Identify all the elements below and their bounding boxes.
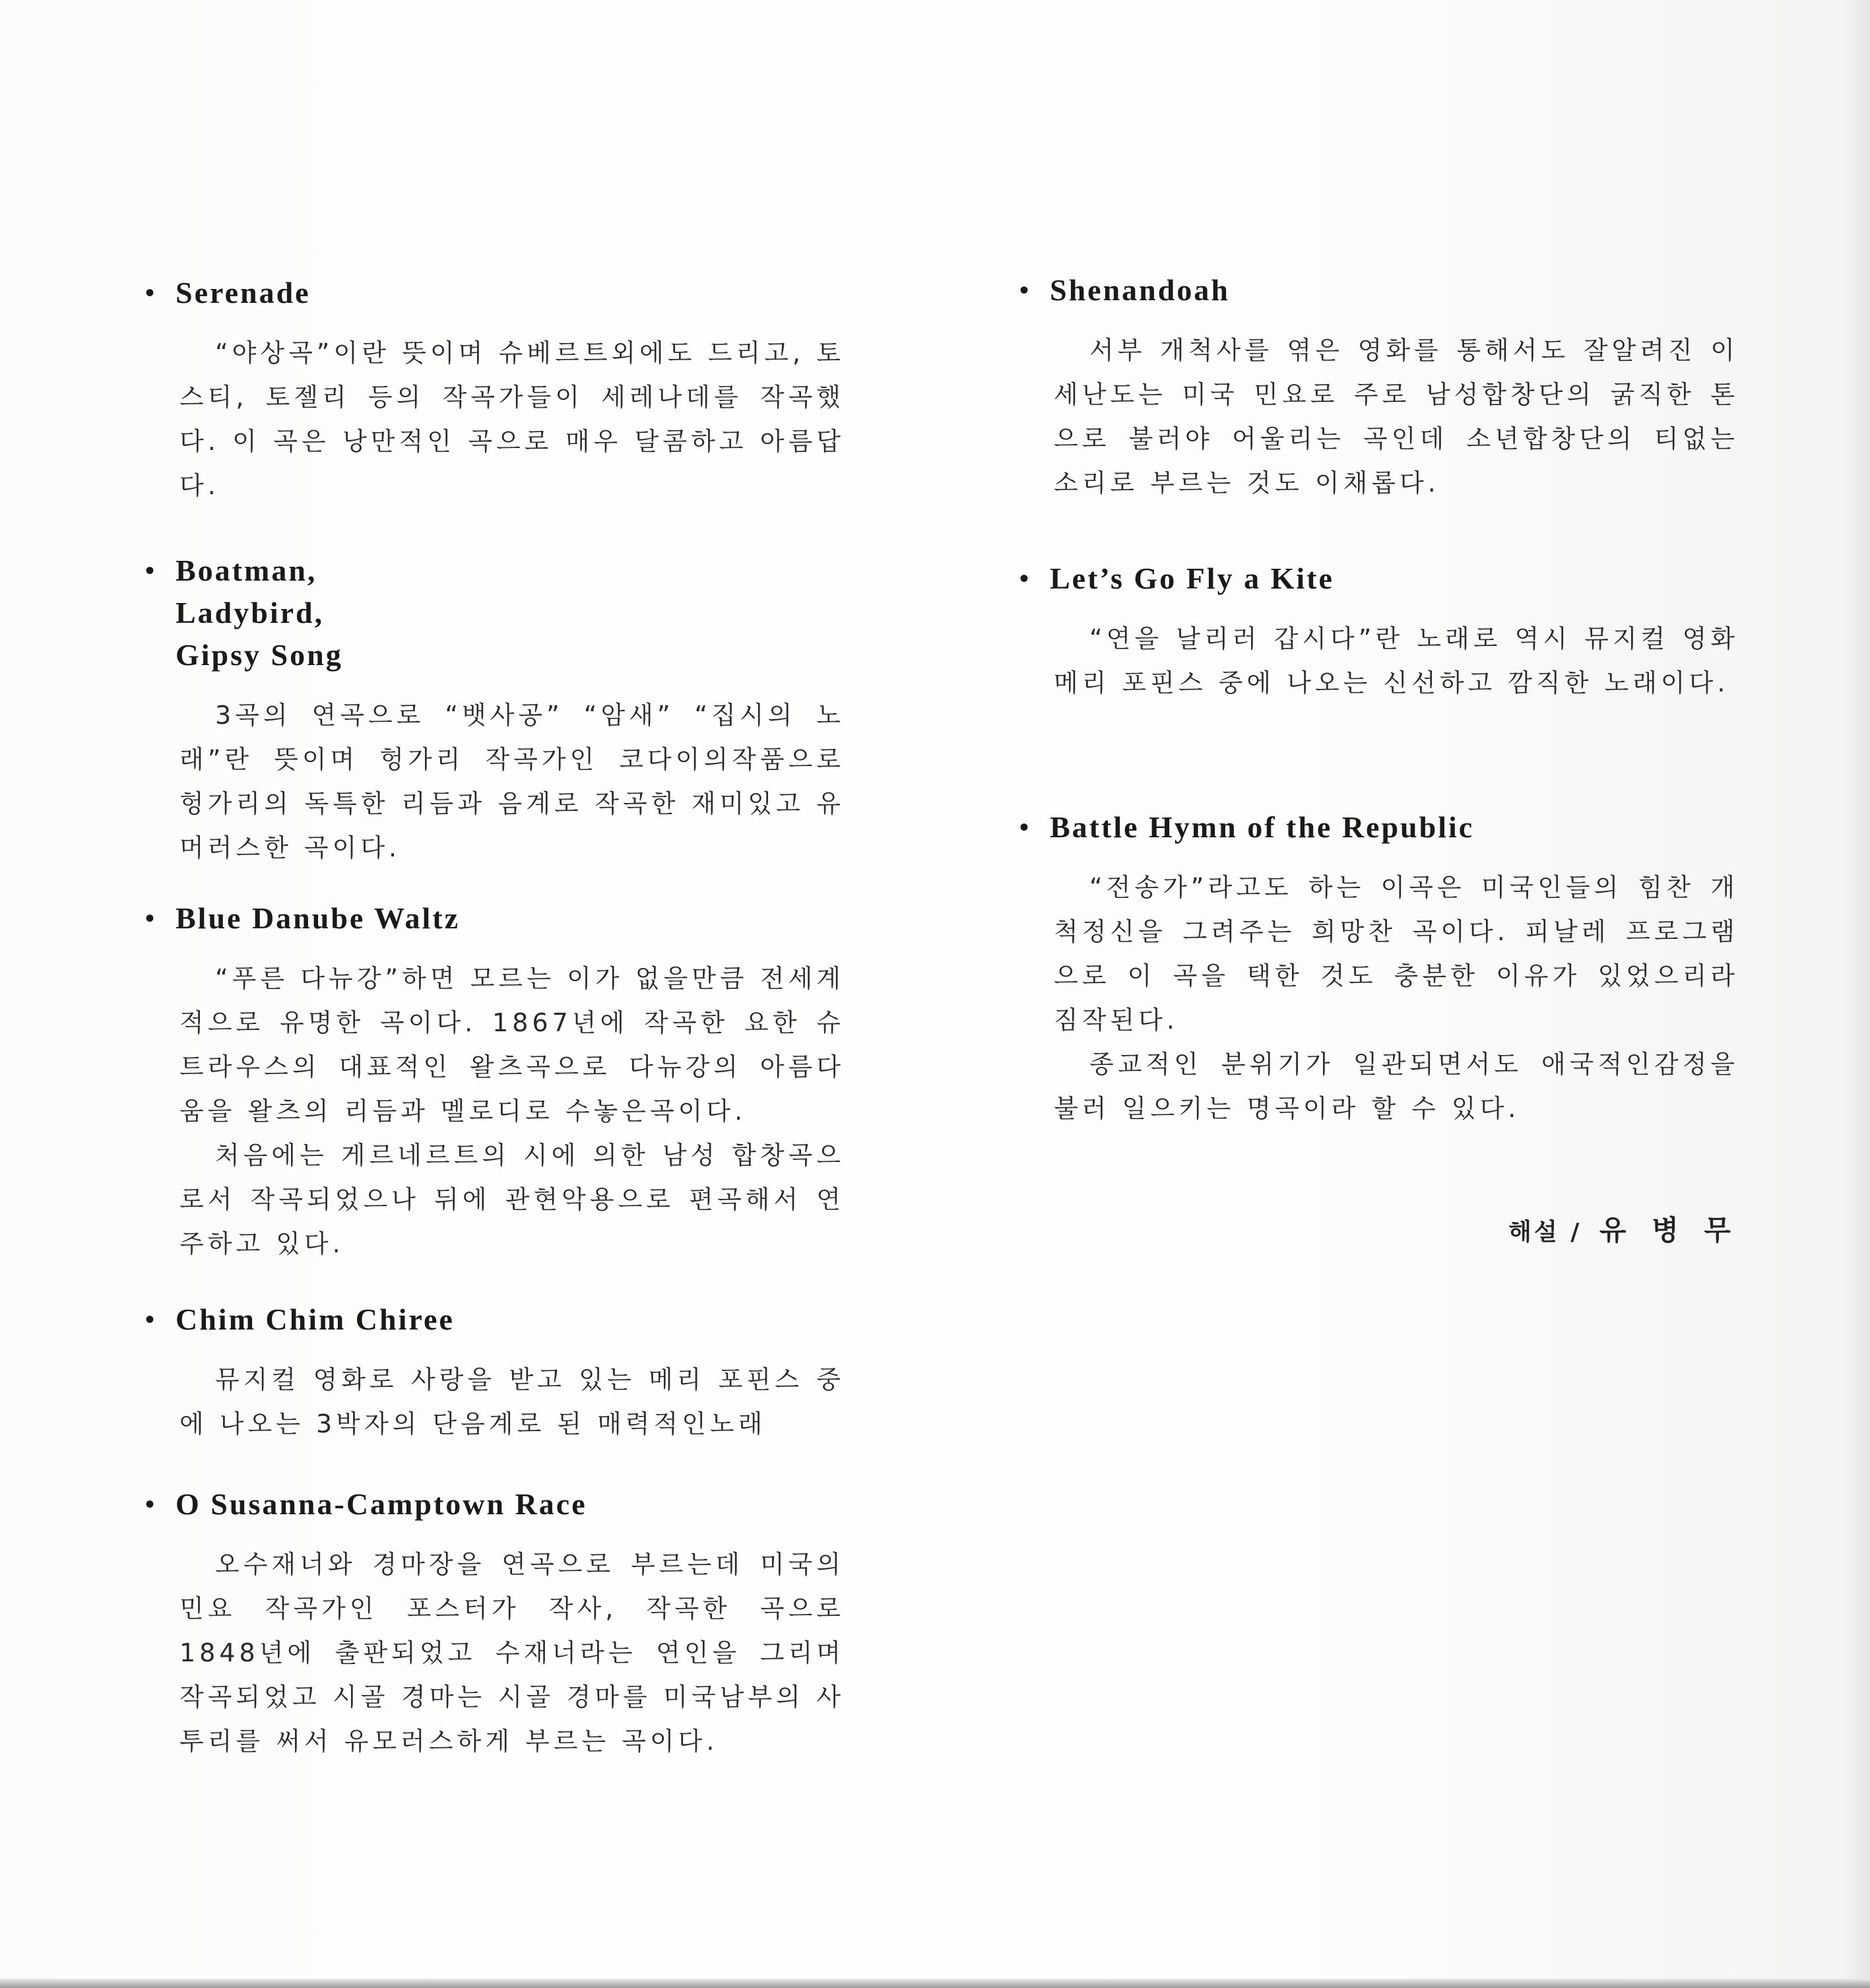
bullet-icon: • [145, 903, 157, 933]
paragraph: “연을 날리러 갑시다”란 노래로 역시 뮤지컬 영화 메리 포핀스 중에 나오는 신선하고 깜직한 노래이다. [1054, 624, 1739, 697]
title-line: Boatman, [176, 554, 317, 587]
page-edge-shadow [1844, 0, 1870, 1988]
bullet-icon: • [145, 1304, 157, 1334]
section-title [1019, 269, 1739, 311]
section-title [145, 897, 845, 940]
page-bottom-edge [0, 1979, 1870, 1988]
section-body [179, 957, 845, 1266]
section-o-susanna-camptown-race [145, 1483, 845, 1764]
section-title [145, 1483, 845, 1525]
section-shenandoah [1019, 269, 1739, 505]
section-title [145, 1299, 845, 1341]
section-chim-chim-chiree [145, 1299, 845, 1446]
section-body [179, 331, 845, 508]
bullet-icon: • [1019, 563, 1031, 593]
section-battle-hymn-of-the-republic [1019, 806, 1739, 1131]
paragraph: 서부 개척사를 엮은 영화를 통해서도 잘알려진 이 세난도는 미국 민요로 주로 남성합창단의 굵직한 톤으로 불러야 어울리는 곡인데 소년합창단의 티없는 소리로 부르는 것도 이채롭다. [1054, 336, 1739, 497]
section-title [145, 550, 845, 676]
paragraph: “푸른 다뉴강”하면 모르는 이가 없을만큼 전세계적으로 유명한 곡이다. 1867년에 작곡한 요한 슈트라우스의 대표적인 왈츠곡으로 다뉴강의 아름다움을 왈츠의 리듬과 멜로디로 수놓은곡이다. [179, 964, 845, 1126]
section-body [179, 693, 845, 870]
title-line: O Susanna-Camptown Race [176, 1487, 587, 1521]
section-body [1054, 866, 1739, 1131]
credit-label: 해설 / [1508, 1219, 1582, 1246]
paragraph: 처음에는 게르네르트의 시에 의한 남성 합창곡으로서 작곡되었으나 뒤에 관현악용으로 편곡해서 연주하고 있다. [179, 1141, 845, 1258]
title-line: Ladybird, [176, 596, 325, 629]
bullet-icon: • [1019, 275, 1031, 305]
credit-author: 유 병 무 [1599, 1214, 1739, 1246]
title-line: Let’s Go Fly a Kite [1050, 561, 1334, 595]
title-line: Shenandoah [1050, 273, 1230, 307]
section-title [1019, 806, 1739, 849]
section-body [179, 1543, 845, 1764]
title-line: Blue Danube Waltz [176, 901, 460, 935]
section-lets-go-fly-a-kite [1019, 558, 1739, 705]
paragraph: “야상곡”이란 뜻이며 슈베르트외에도 드리고, 토스티, 토젤리 등의 작곡가들이 세레나데를 작곡했다. 이 곡은 낭만적인 곡으로 매우 달콤하고 아름답다. [179, 338, 845, 500]
section-blue-danube-waltz [145, 897, 845, 1266]
paragraph: 뮤지컬 영화로 사랑을 받고 있는 메리 포핀스 중에 나오는 3박자의 단음계로 된 매력적인노래 [179, 1365, 845, 1438]
title-line: Battle Hymn of the Republic [1050, 810, 1475, 844]
section-title [1019, 558, 1739, 600]
section-body [1054, 617, 1739, 705]
title-line: Serenade [176, 276, 311, 309]
section-body [179, 1358, 845, 1446]
commentary-credit [1508, 1209, 1739, 1248]
bullet-icon: • [145, 1489, 157, 1519]
paragraph: “전송가”라고도 하는 이곡은 미국인들의 힘찬 개척정신을 그려주는 희망찬 곡이다. 피날레 프로그램으로 이 곡을 택한 것도 충분한 이유가 있었으리라 짐작된다. [1054, 873, 1739, 1035]
paragraph: 오수재너와 경마장을 연곡으로 부르는데 미국의 민요 작곡가인 포스터가 작사, 작곡한 곡으로 1848년에 출판되었고 수재너라는 연인을 그리며 작곡되었고 시골 경마는 시골 경마를 미국남부의 사투리를 써서 유모러스하게 부르는 곡이다. [179, 1550, 845, 1756]
section-title [145, 272, 845, 314]
section-body [1054, 329, 1739, 505]
paragraph: 3곡의 연곡으로 “뱃사공” “암새” “집시의 노래”란 뜻이며 헝가리 작곡가인 코다이의작품으로 헝가리의 독특한 리듬과 음계로 작곡한 재미있고 유머러스한 곡이다. [179, 701, 845, 862]
title-line: Gipsy Song [176, 638, 343, 672]
bullet-icon: • [1019, 812, 1031, 842]
title-line: Chim Chim Chiree [176, 1302, 455, 1336]
paragraph: 종교적인 분위기가 일관되면서도 애국적인감정을 불러 일으키는 명곡이라 할 수 있다. [1054, 1050, 1739, 1123]
section-boatman-ladybird-gipsy-song [145, 550, 845, 870]
section-serenade [145, 272, 845, 508]
bullet-icon: • [145, 556, 157, 585]
bullet-icon: • [145, 278, 157, 307]
